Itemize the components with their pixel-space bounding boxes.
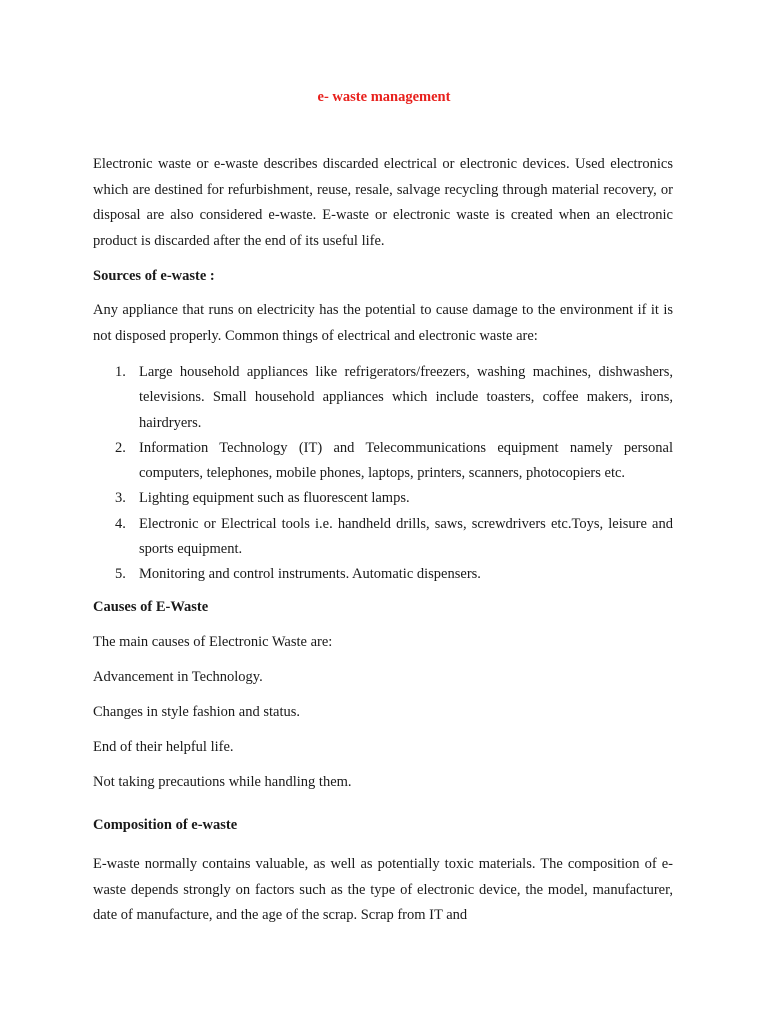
composition-section [93,815,673,835]
list-item-text: Electronic or Electrical tools i.e. handheld drills, saws, screwdrivers etc.Toys, leisure and sports equipment. [139,515,673,558]
list-item-text: Information Technology (IT) and Telecommunications equipment namely personal computers, telephones, mobile phones, laptops, printers, scanners, photocopiers etc. [139,439,673,482]
intro-section [93,152,673,254]
list-item-text: Monitoring and control instruments. Automatic dispensers. [139,566,481,583]
document-title: e- waste management [317,89,451,105]
cause-line-block [93,772,673,792]
list-item-number: 3. [115,490,126,507]
composition-text-block [93,852,673,929]
causes-intro: The main causes of Electronic Waste are: [93,634,333,650]
cause-line: Advancement in Technology. [93,669,263,685]
composition-paragraph: E-waste normally contains valuable, as well as potentially toxic materials. The composition of e-waste depends strongly on factors such as the type of electronic device, the model, manufacturer, date of manufacture, and the age of the scrap. Scrap from IT and [93,856,673,923]
cause-line-block [93,667,673,687]
list-item-text: Large household appliances like refrigerators/freezers, washing machines, dishwashers, televisions. Small household appliances which include toasters, coffee makers, irons, hairdryers. [139,364,673,431]
list-item-text: Lighting equipment such as fluorescent lamps. [139,490,410,507]
cause-line: End of their helpful life. [93,739,234,755]
cause-line: Not taking precautions while handling them. [93,774,352,790]
list-item-number: 1. [115,364,126,380]
list-item [93,512,673,563]
cause-line-block [93,702,673,722]
list-item-number: 2. [115,439,126,456]
list-item-number: 5. [115,566,126,583]
cause-line: Changes in style fashion and status. [93,704,301,720]
sources-section [93,266,673,286]
list-item [93,486,673,511]
list-item [93,360,673,436]
composition-heading: Composition of e-waste [93,817,238,833]
causes-section [93,597,673,617]
sources-paragraph: Any appliance that runs on electricity has the potential to cause damage to the environment if it is not disposed properly. Common things of electrical and electronic waste are: [93,302,673,344]
sources-heading: Sources of e-waste : [93,268,215,284]
sources-list [93,360,673,588]
list-item [93,562,673,587]
intro-paragraph: Electronic waste or e-waste describes discarded electrical or electronic devices. Used electronics which are destined for refurbishment, reuse, resale, salvage recycling through material recovery, or disposal are also considered e-waste. E-waste or electronic waste is created when an electronic product is discarded after the end of its useful life. [93,156,673,249]
list-item-number: 4. [115,515,126,532]
causes-heading: Causes of E-Waste [93,599,209,615]
cause-line-block [93,737,673,757]
list-item [93,436,673,487]
sources-text-block [93,298,673,349]
causes-intro-block [93,632,673,652]
